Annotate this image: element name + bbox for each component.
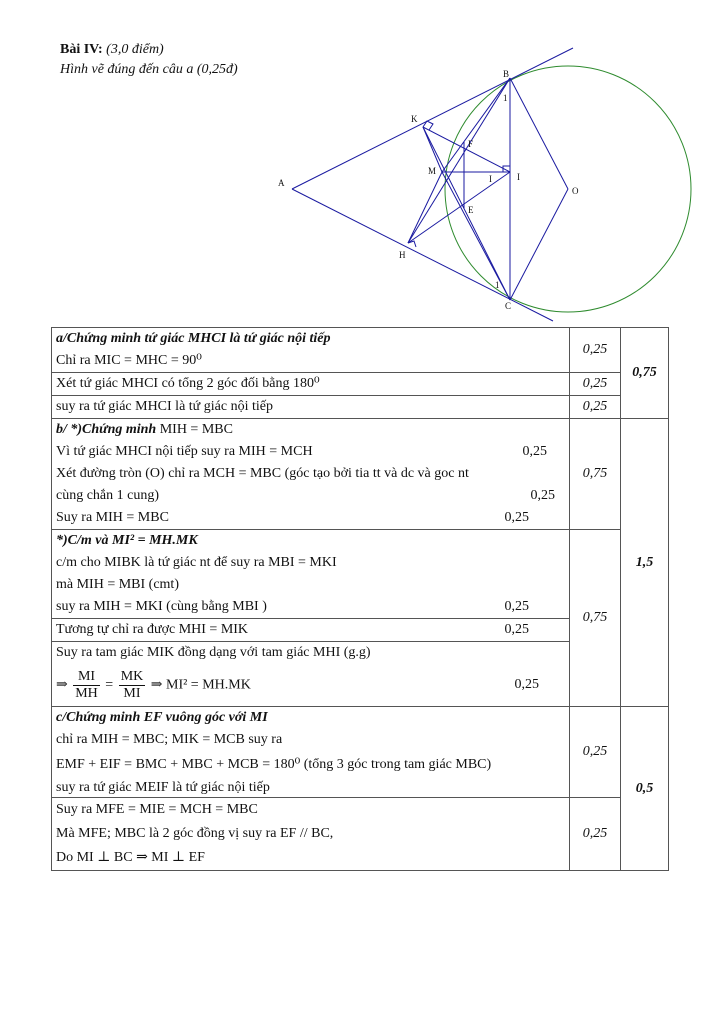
- part-b-total: 1,5: [621, 419, 669, 707]
- cell-b1-content: [52, 419, 570, 530]
- part-b1-line3: Suy ra MIH = MBC: [56, 510, 169, 525]
- label-i: I: [517, 172, 520, 182]
- label-h: H: [399, 250, 406, 260]
- part-b1-line2-pts: 0,25: [530, 488, 555, 503]
- part-a-score3: 0,25: [570, 396, 621, 419]
- cell-c1-content: [52, 707, 570, 798]
- arrow-symbol: ⇒: [56, 677, 68, 693]
- part-b1-line2b: cùng chắn 1 cung): [56, 488, 160, 503]
- part-c-line2: EMF + EIF = BMC + MBC + MCB = 180⁰ (tổng 3 góc trong tam giác MBC): [56, 757, 492, 772]
- label-k: K: [411, 114, 418, 124]
- part-b1-score: 0,75: [570, 419, 621, 530]
- grading-table: [51, 327, 669, 871]
- equals-sign: =: [105, 677, 114, 693]
- label-i-inner: I: [489, 174, 492, 184]
- frac2-den: MI: [123, 685, 141, 701]
- figure-note: Hình vẽ đúng đến câu a (0,25đ): [60, 62, 238, 77]
- cell-c2-content: [52, 798, 570, 871]
- geometry-figure: [0, 0, 725, 330]
- segment-mh: [408, 172, 442, 243]
- frac2-num: MK: [120, 668, 144, 684]
- part-b2-line3-pts: 0,25: [504, 599, 529, 614]
- part-b2-line6-tail: ⇒ MI² = MH.MK: [150, 677, 251, 693]
- row-a-title: [52, 328, 669, 373]
- fraction-mi-mh: [73, 669, 100, 702]
- part-b2-line4: Tương tự chỉ ra được MHI = MIK: [56, 622, 249, 637]
- row-c1: [52, 707, 669, 798]
- row-c2: [52, 798, 669, 871]
- label-b: B: [503, 69, 510, 79]
- part-c-score1: 0,25: [570, 707, 621, 798]
- segment-hb: [408, 78, 510, 243]
- part-b2-line2: mà MIH = MBI (cmt): [56, 577, 179, 592]
- part-c-title: c/Chứng minh EF vuông góc với MI: [56, 710, 268, 725]
- label-f: F: [468, 139, 474, 149]
- part-a-score1: 0,25: [570, 328, 621, 373]
- part-a-score2: 0,25: [570, 373, 621, 396]
- part-a-title: a/Chứng minh tứ giác MHCI là tứ giác nội tiếp: [56, 331, 331, 346]
- part-b-title-math: MIH = MBC: [159, 422, 233, 437]
- fraction-mk-mi: [119, 669, 146, 702]
- label-a: A: [278, 178, 285, 188]
- part-c-line3: suy ra tứ giác MEIF là tứ giác nội tiếp: [56, 780, 270, 795]
- part-b1-line1: Vì tứ giác MHCI nội tiếp suy ra MIH = MCH: [56, 444, 313, 459]
- label-one-c: 1: [495, 280, 500, 290]
- segment-mb: [442, 78, 510, 172]
- part-b2-line6-pts: 0,25: [514, 677, 539, 692]
- label-c: C: [505, 301, 512, 311]
- part-b2-line5: Suy ra tam giác MIK đồng dạng với tam giác MHI (g.g): [56, 645, 371, 660]
- part-b1-line1-pts: 0,25: [522, 444, 547, 459]
- part-b2-line1: c/m cho MIBK là tứ giác nt để suy ra MBI = MKI: [56, 555, 337, 570]
- row-b1: [52, 419, 669, 530]
- problem-number: Bài IV:: [60, 42, 103, 57]
- part-b2-line3: suy ra MIH = MKI (cùng bằng MBI ): [56, 599, 267, 614]
- label-m: M: [428, 166, 437, 176]
- row-a-2: [52, 373, 669, 396]
- cell-b2-bottom: [52, 619, 570, 707]
- part-a-line2: Xét tứ giác MHCI có tổng 2 góc đối bằng 180⁰: [52, 373, 570, 396]
- part-a-line1: Chỉ ra MIC = MHC = 90⁰: [56, 353, 202, 368]
- part-b2-title: *)C/m và MI² = MH.MK: [56, 533, 198, 548]
- label-o: O: [572, 186, 579, 196]
- part-c-line1: chỉ ra MIH = MBC; MIK = MCB suy ra: [56, 732, 283, 747]
- label-e: E: [468, 205, 474, 215]
- row-a-3: [52, 396, 669, 419]
- part-a-line3: suy ra tứ giác MHCI là tứ giác nội tiếp: [52, 396, 570, 419]
- frac1-den: MH: [75, 685, 98, 701]
- segment-ki: [423, 127, 510, 172]
- segment-kc: [423, 127, 510, 300]
- cell-a-content: [52, 328, 570, 373]
- label-one-b: 1: [503, 93, 508, 103]
- part-b2-score: 0,75: [570, 530, 621, 707]
- part-c-total: 0,5: [621, 707, 669, 871]
- row-b2-top: [52, 530, 669, 619]
- frac1-num: MI: [73, 669, 100, 686]
- segment-hi: [408, 172, 510, 243]
- part-c-score2: 0,25: [570, 798, 621, 871]
- part-c-line4: Suy ra MFE = MIE = MCH = MBC: [56, 802, 258, 817]
- part-c-line5: Mà MFE; MBC là 2 góc đồng vị suy ra EF // BC,: [56, 826, 334, 841]
- cell-b2-content: [52, 530, 570, 619]
- tangent-ac: [292, 189, 553, 321]
- part-a-total: 0,75: [621, 328, 669, 419]
- part-b1-line3-pts: 0,25: [504, 510, 529, 525]
- part-b1-line2a: Xét đường tròn (O) chỉ ra MCH = MBC (góc tạo bởi tia tt và dc và goc nt: [56, 466, 469, 481]
- part-c-line6: Do MI ⊥ BC ⇒ MI ⊥ EF: [56, 850, 205, 865]
- problem-points: (3,0 điểm): [106, 42, 164, 57]
- part-b2-line4-pts: 0,25: [504, 622, 529, 637]
- part-b-title: b/ *)Chứng minh: [56, 422, 157, 437]
- segment-co: [510, 189, 568, 300]
